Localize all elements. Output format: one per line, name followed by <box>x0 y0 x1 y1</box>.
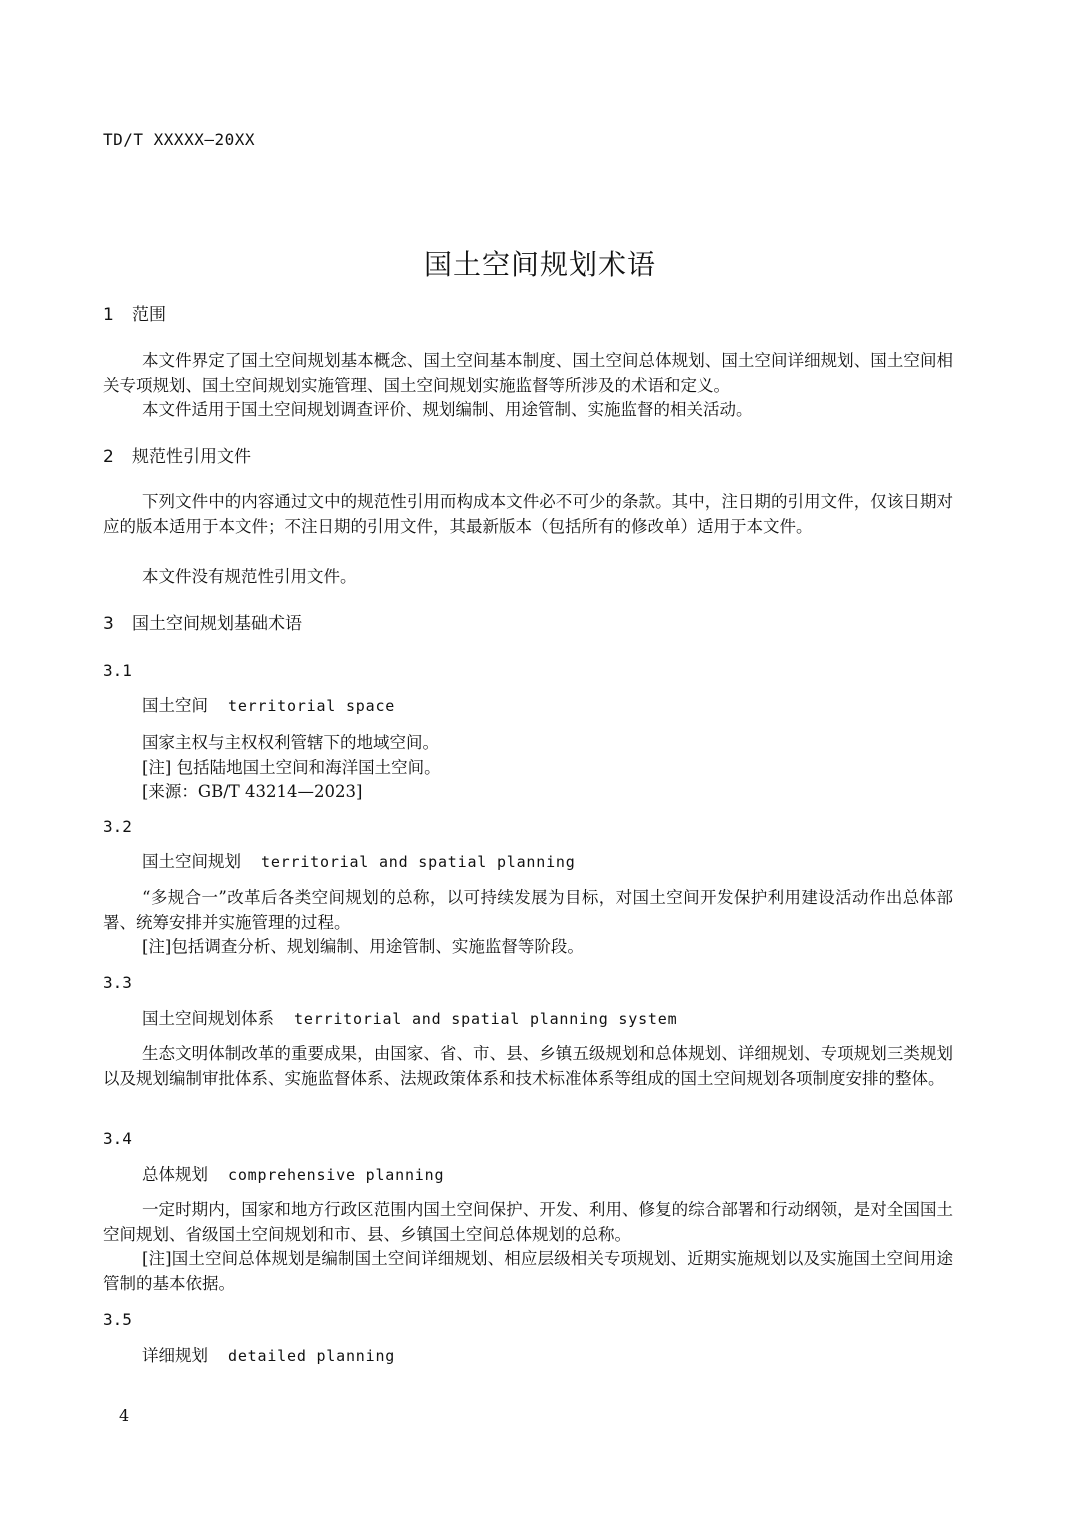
term-note: [注] 包括陆地国土空间和海洋国土空间。 <box>142 758 441 777</box>
references-paragraph-1: 下列文件中的内容通过文中的规范性引用而构成本文件必不可少的条款。其中，注日期的引用文件，仅该日期对应的版本适用于本文件；不注日期的引用文件，其最新版本（包括所有的修改单）适用于本文件。 <box>103 492 953 536</box>
section-number: 1 <box>103 305 114 325</box>
term-en: comprehensive planning <box>228 1166 445 1184</box>
term-definition: “多规合一”改革后各类空间规划的总称，以可持续发展为目标，对国土空间开发保护利用建设活动作出总体部署、统筹安排并实施管理的过程。 <box>103 888 953 932</box>
section-heading-scope <box>103 303 166 327</box>
section-number: 2 <box>103 447 114 467</box>
term-definition: 生态文明体制改革的重要成果，由国家、省、市、县、乡镇五级规划和总体规划、详细规划、专项规划三类规划以及规划编制审批体系、实施监督体系、法规政策体系和技术标准体系等组成的国土空间规划各项制度安排的整体。 <box>103 1044 953 1088</box>
term-number: 3.4 <box>103 1129 132 1148</box>
term-en: detailed planning <box>228 1347 396 1365</box>
term-number: 3.1 <box>103 661 132 680</box>
standard-code: TD/T XXXXX—20XX <box>103 130 255 149</box>
term-heading <box>142 1163 444 1187</box>
term-number: 3.5 <box>103 1310 132 1329</box>
document-title: 国土空间规划术语 <box>423 248 656 281</box>
section-number: 3 <box>103 614 114 634</box>
section-title: 范围 <box>132 305 166 325</box>
references-paragraph-2: 本文件没有规范性引用文件。 <box>142 567 357 586</box>
section-title: 规范性引用文件 <box>132 447 251 467</box>
term-definition: 一定时期内，国家和地方行政区范围内国土空间保护、开发、利用、修复的综合部署和行动纲领，是对全国国土空间规划、省级国土空间规划和市、县、乡镇国土空间总体规划的总称。 <box>103 1200 953 1244</box>
term-zh: 国土空间 <box>142 696 208 715</box>
term-definition: 国家主权与主权权利管辖下的地域空间。 <box>142 733 439 752</box>
term-heading <box>142 850 576 874</box>
section-heading-normative-references <box>103 445 251 469</box>
term-number: 3.3 <box>103 973 132 992</box>
section-heading-basic-terms <box>103 612 302 636</box>
term-heading <box>142 1007 677 1031</box>
term-en: territorial and spatial planning <box>261 853 576 871</box>
scope-paragraph-1: 本文件界定了国土空间规划基本概念、国土空间基本制度、国土空间总体规划、国土空间详细规划、国土空间相关专项规划、国土空间规划实施管理、国土空间规划实施监督等所涉及的术语和定义。 <box>103 351 953 395</box>
term-zh: 国土空间规划体系 <box>142 1009 274 1028</box>
term-zh: 国土空间规划 <box>142 852 241 871</box>
term-heading <box>142 1344 395 1368</box>
term-number: 3.2 <box>103 817 132 836</box>
term-zh: 详细规划 <box>142 1346 208 1365</box>
term-heading <box>142 694 395 718</box>
term-en: territorial space <box>228 697 396 715</box>
term-note: [注]国土空间总体规划是编制国土空间详细规划、相应层级相关专项规划、近期实施规划以及实施国土空间用途管制的基本依据。 <box>103 1249 953 1293</box>
term-zh: 总体规划 <box>142 1165 208 1184</box>
page-number: 4 <box>119 1406 130 1425</box>
scope-paragraph-2: 本文件适用于国土空间规划调查评价、规划编制、用途管制、实施监督的相关活动。 <box>142 400 753 419</box>
term-en: territorial and spatial planning system <box>294 1010 678 1028</box>
term-source: [来源：GB/T 43214—2023] <box>142 782 363 801</box>
term-note: [注]包括调查分析、规划编制、用途管制、实施监督等阶段。 <box>142 937 584 956</box>
section-title: 国土空间规划基础术语 <box>132 614 302 634</box>
